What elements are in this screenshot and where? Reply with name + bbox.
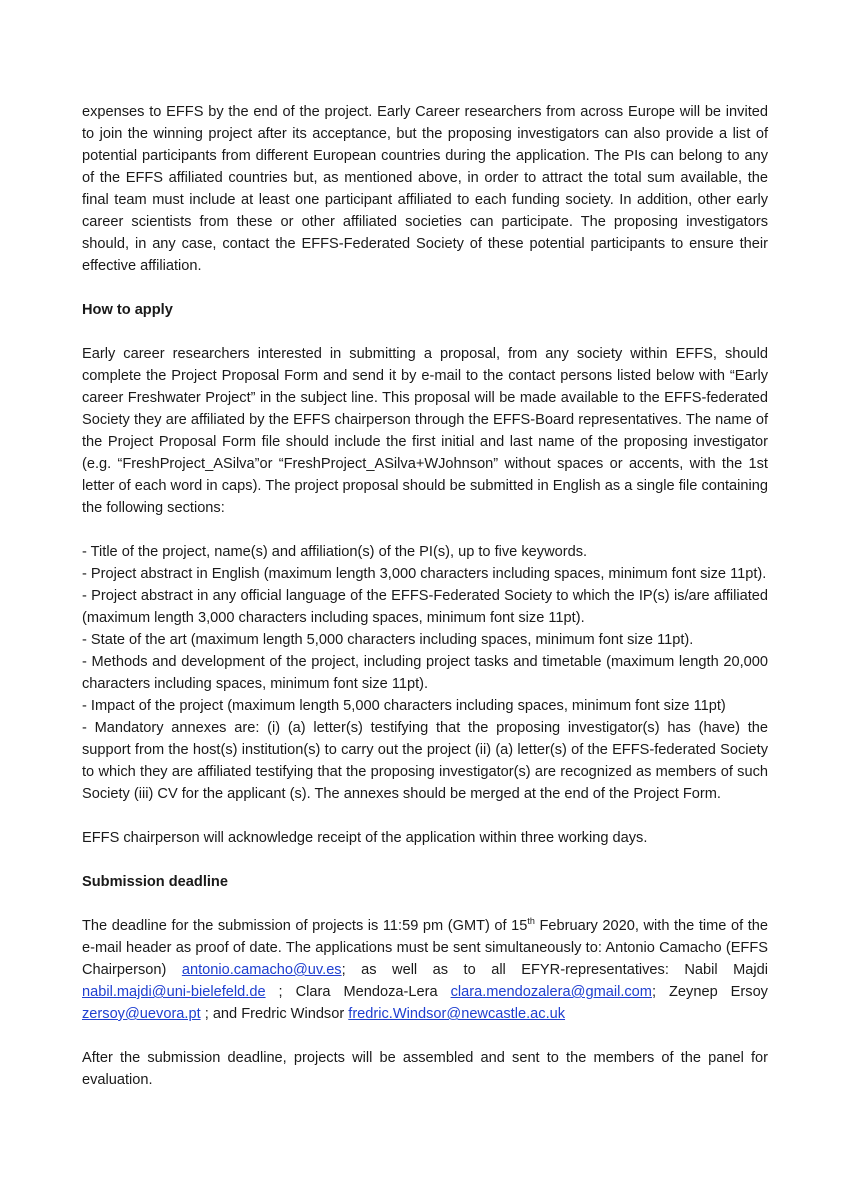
intro-paragraph: expenses to EFFS by the end of the project. Early Career researchers from across Europe will be invited to join the winning project after its acceptance, but the proposing investigators can also provide a list of potential participants from different European countries during the application. The PIs can belong to any of the EFFS affiliated countries but, as mentioned above, in order to attract the total sum available, the final team must include at least one participant affiliated to each funding society. In addition, other early career scientists from these or other affiliated societies can participate. The proposing investigators should, in any case, contact the EFFS-Federated Society of these potential participants to ensure their effective affiliation. xyxy=(82,104,768,274)
email-link-zeynep[interactable]: zersoy@uevora.pt xyxy=(82,1006,201,1022)
email-link-nabil[interactable]: nabil.majdi@uni-bielefeld.de xyxy=(82,984,266,1000)
acknowledgement-paragraph: EFFS chairperson will acknowledge receipt of the application within three working days. xyxy=(82,830,648,846)
deadline-text: ; and Fredric Windsor xyxy=(200,1006,349,1022)
email-link-clara[interactable]: clara.mendozalera@gmail.com xyxy=(450,984,652,1000)
how-to-apply-heading: How to apply xyxy=(82,302,173,318)
list-item: - State of the art (maximum length 5,000 characters including spaces, minimum font size 11pt). xyxy=(82,632,694,648)
ordinal-suffix: th xyxy=(527,916,535,927)
deadline-text: February 2020, with the time of the e-mail header as proof of date. The applications must be sent simultaneously to: Antonio Camacho (EFFS Chairperson) xyxy=(82,918,768,978)
after-deadline-paragraph: After the submission deadline, projects will be assembled and sent to the members of the panel for evaluation. xyxy=(82,1050,768,1088)
deadline-text: ; as well as to all EFYR-representatives: Nabil Majdi xyxy=(341,962,768,978)
how-to-apply-paragraph: Early career researchers interested in submitting a proposal, from any society within EFFS, should complete the Project Proposal Form and send it by e-mail to the contact persons listed below with “Early career Freshwater Project” in the subject line. This proposal will be made available to the EFFS-federated Society they are affiliated by the EFFS chairperson through the EFFS-Board representatives. The name of the Project Proposal Form file should include the first initial and last name of the proposing investigator (e.g. “FreshProject_ASilva”or “FreshProject_ASilva+WJohnson” without spaces or accents, with the 1st letter of each word in caps). The project proposal should be submitted in English as a single file containing the following sections: xyxy=(82,346,768,516)
list-item: - Project abstract in any official language of the EFFS-Federated Society to which the IP(s) is/are affiliated (maximum length 3,000 characters including spaces, minimum font size 11pt). xyxy=(82,588,768,626)
deadline-text: ; Clara Mendoza-Lera xyxy=(265,984,451,1000)
list-item: - Project abstract in English (maximum length 3,000 characters including spaces, minimum font size 11pt). xyxy=(82,566,767,582)
deadline-paragraph xyxy=(82,915,768,1025)
list-item: - Impact of the project (maximum length 5,000 characters including spaces, minimum font size 11pt) xyxy=(82,698,726,714)
list-item: - Methods and development of the project, including project tasks and timetable (maximum length 20,000 characters including spaces, minimum font size 11pt). xyxy=(82,654,768,692)
deadline-text: The deadline for the submission of projects is 11:59 pm (GMT) of 15 xyxy=(82,918,528,934)
list-item: - Mandatory annexes are: (i) (a) letter(s) testifying that the proposing investigator(s) has (have) the support from the host(s) institution(s) to carry out the project (ii) (a) letter(s) of the EFFS-federated Society to which they are affiliated testifying that the proposing investigator(s) are recognized as members of such Society (iii) CV for the applicant (s). The annexes should be merged at the end of the Project Form. xyxy=(82,720,768,802)
deadline-text: ; Zeynep Ersoy xyxy=(651,984,768,1000)
submission-deadline-heading: Submission deadline xyxy=(82,874,228,890)
email-link-antonio[interactable]: antonio.camacho@uv.es xyxy=(181,962,342,978)
list-item: - Title of the project, name(s) and affiliation(s) of the PI(s), up to five keywords. xyxy=(82,544,588,560)
requirements-list xyxy=(82,541,768,805)
email-link-fredric[interactable]: fredric.Windsor@newcastle.ac.uk xyxy=(348,1006,566,1022)
document-body xyxy=(82,101,768,1113)
